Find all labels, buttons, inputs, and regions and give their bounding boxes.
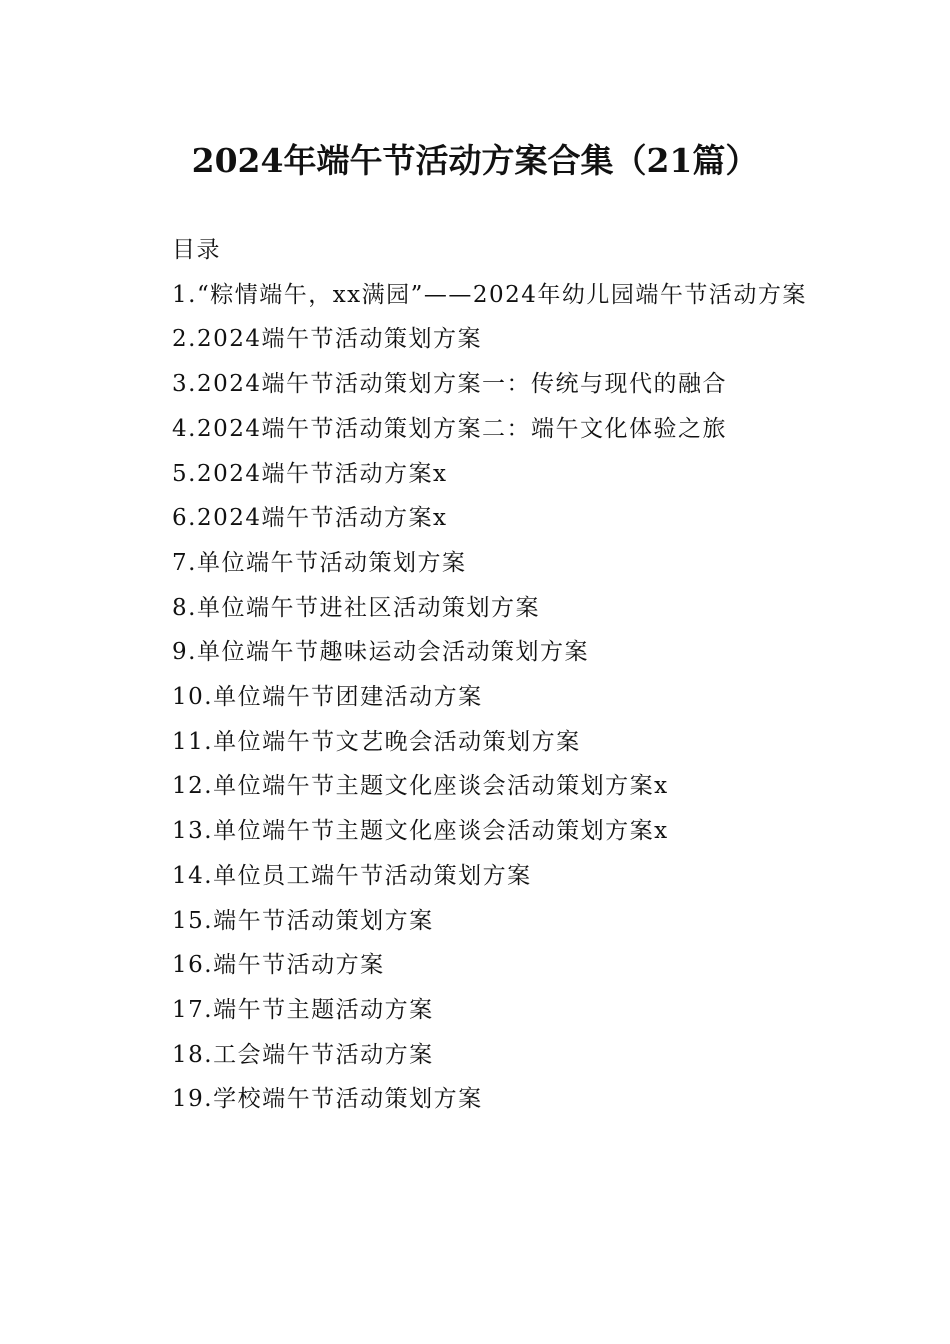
toc-item-7: 7.单位端午节活动策划方案 [172, 549, 467, 576]
toc-item-4: 4.2024端午节活动策划方案二：端午文化体验之旅 [172, 415, 727, 442]
toc-item-14: 14.单位员工端午节活动策划方案 [172, 862, 532, 889]
toc-item-17: 17.端午节主题活动方案 [172, 996, 434, 1023]
toc-item-6: 6.2024端午节活动方案x [172, 505, 448, 532]
toc-item-12: 12.单位端午节主题文化座谈会活动策划方案x [172, 773, 669, 800]
toc-list [120, 273, 832, 1122]
toc-item-13: 13.单位端午节主题文化座谈会活动策划方案x [172, 818, 669, 845]
toc-item-1: 1.“粽情端午，xx满园”——2024年幼儿园端午节活动方案 [172, 281, 807, 308]
toc-item-8: 8.单位端午节进社区活动策划方案 [172, 594, 540, 621]
toc-item-11: 11.单位端午节文艺晚会活动策划方案 [172, 728, 581, 755]
toc-heading: 目录 [172, 237, 221, 263]
toc-item-10: 10.单位端午节团建活动方案 [172, 684, 483, 711]
toc-item-9: 9.单位端午节趣味运动会活动策划方案 [172, 639, 589, 666]
toc-item-16: 16.端午节活动方案 [172, 952, 385, 979]
table-of-contents [120, 228, 832, 1122]
toc-item-15: 15.端午节活动策划方案 [172, 907, 434, 934]
toc-item-19: 19.学校端午节活动策划方案 [172, 1086, 483, 1113]
toc-item-5: 5.2024端午节活动方案x [172, 460, 448, 487]
document-title: 2024年端午节活动方案合集（21篇） [191, 141, 759, 180]
toc-item-3: 3.2024端午节活动策划方案一：传统与现代的融合 [172, 371, 727, 398]
toc-item-18: 18.工会端午节活动方案 [172, 1041, 434, 1068]
toc-item-2: 2.2024端午节活动策划方案 [172, 326, 482, 353]
